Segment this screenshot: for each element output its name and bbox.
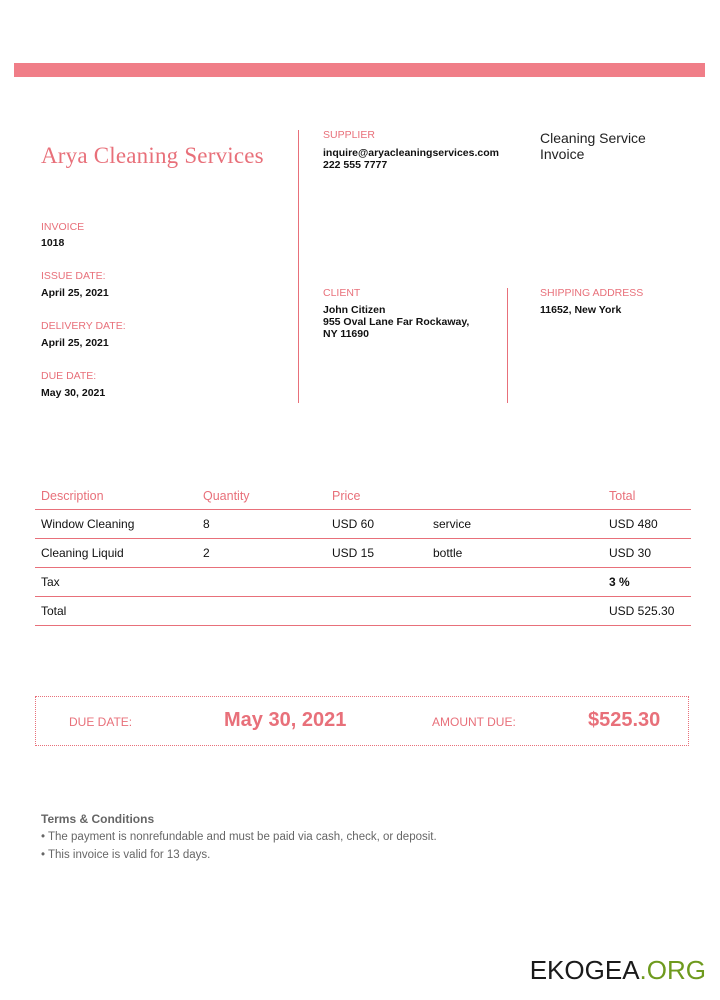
document-title-line2: Invoice — [540, 146, 585, 162]
due-date: May 30, 2021 — [41, 387, 106, 399]
table-bottom-rule — [35, 625, 691, 626]
due-date-label: DUE DATE: — [41, 370, 97, 382]
total-row — [0, 596, 720, 625]
terms-item: • This invoice is valid for 13 days. — [41, 849, 211, 861]
tax-row — [0, 567, 720, 596]
tax-label: Tax — [41, 575, 60, 589]
client-name: John Citizen — [323, 304, 386, 316]
row-description: Cleaning Liquid — [41, 546, 124, 560]
table-header-total: Total — [609, 489, 636, 503]
watermark-text-domain: .ORG — [639, 955, 706, 985]
row-unit: service — [433, 517, 472, 531]
row-price: USD 15 — [332, 546, 375, 560]
due-box-amount-label: AMOUNT DUE: — [432, 715, 516, 729]
table-row — [0, 509, 720, 538]
table-header-price: Price — [332, 489, 361, 503]
due-box-date-label: DUE DATE: — [69, 715, 133, 729]
row-quantity: 8 — [203, 517, 210, 531]
row-quantity: 2 — [203, 546, 210, 560]
document-title — [540, 130, 646, 162]
column-divider-right — [507, 288, 508, 403]
company-name: Arya Cleaning Services — [41, 143, 264, 168]
invoice-number: 1018 — [41, 237, 65, 249]
document-title-line1: Cleaning Service — [540, 130, 646, 146]
table-row — [0, 538, 720, 567]
total-value: USD 525.30 — [609, 604, 675, 618]
row-total: USD 30 — [609, 546, 652, 560]
issue-date-label: ISSUE DATE: — [41, 270, 106, 282]
row-description: Window Cleaning — [41, 517, 135, 531]
delivery-date: April 25, 2021 — [41, 337, 109, 349]
total-label: Total — [41, 604, 67, 618]
supplier-email: inquire@aryacleaningservices.com — [323, 147, 499, 159]
supplier-phone: 222 555 7777 — [323, 159, 388, 171]
invoice-number-label: INVOICE — [41, 221, 85, 233]
supplier-label: SUPPLIER — [323, 129, 375, 141]
header-accent-bar — [14, 63, 705, 77]
client-label: CLIENT — [323, 287, 361, 299]
terms-item: • The payment is nonrefundable and must be paid via cash, check, or deposit. — [41, 831, 437, 843]
row-price: USD 60 — [332, 517, 375, 531]
site-watermark-logo — [530, 955, 706, 986]
tax-value: 3 % — [609, 575, 630, 589]
client-address-line2: NY 11690 — [323, 328, 369, 340]
watermark-text-main: EKOGEA — [529, 955, 640, 985]
shipping-address: 11652, New York — [540, 304, 622, 316]
column-divider-left — [298, 130, 299, 403]
table-header-quantity: Quantity — [203, 489, 250, 503]
shipping-address-label: SHIPPING ADDRESS — [540, 287, 644, 299]
terms-title: Terms & Conditions — [41, 812, 155, 826]
client-address-line1: 955 Oval Lane Far Rockaway, — [323, 316, 470, 328]
row-unit: bottle — [433, 546, 463, 560]
issue-date: April 25, 2021 — [41, 287, 109, 299]
delivery-date-label: DELIVERY DATE: — [41, 320, 126, 332]
table-header-description: Description — [41, 489, 104, 503]
due-box-amount: $525.30 — [588, 709, 661, 731]
amount-due-box — [35, 696, 689, 746]
row-total: USD 480 — [609, 517, 658, 531]
due-box-date: May 30, 2021 — [224, 709, 347, 731]
